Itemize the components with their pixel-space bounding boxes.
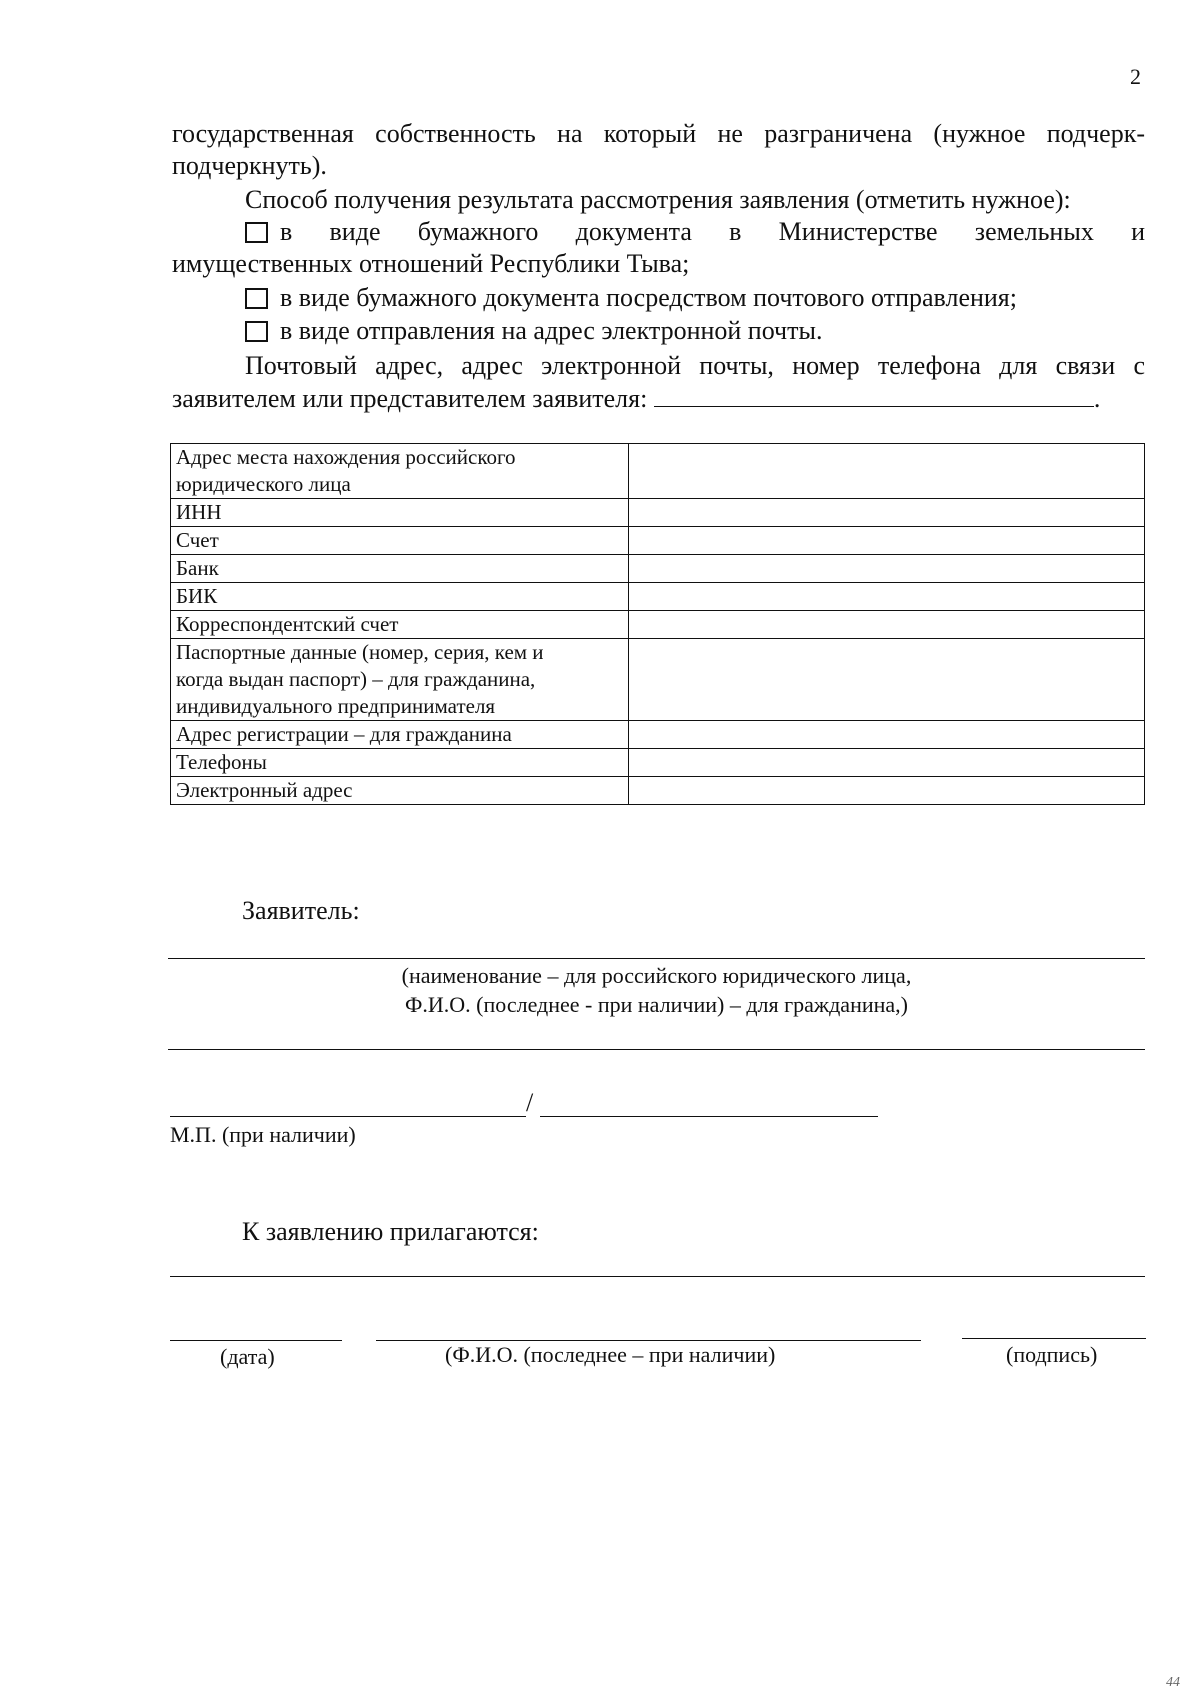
table-label-line: Корреспондентский счет [176,612,399,636]
contact-line-2 [172,382,1100,415]
contact-line-2-end: . [1093,384,1101,413]
contact-line-1-word: для [999,351,1038,380]
contact-line-1-word: номер [792,351,860,380]
table-value-cell[interactable] [629,639,1145,721]
table-row [171,444,1145,499]
contact-line-1-word: Почтовый [245,351,357,380]
table-label-cell [171,583,629,611]
sign-caption: (подпись) [1006,1342,1098,1367]
table-value-cell[interactable] [629,527,1145,555]
table-label-cell [171,777,629,805]
table-label-line: Телефоны [176,750,267,774]
contact-line-1-word: почты, [699,351,774,380]
delivery-option-1-word: Министерстве [778,217,938,246]
contact-line-1-word: адрес, [375,351,444,380]
delivery-option-1 [245,216,1145,248]
table-value-cell[interactable] [629,749,1145,777]
delivery-option-1-word: в [280,217,293,246]
table-label-cell [171,555,629,583]
delivery-option-1-word: в [729,217,742,246]
delivery-option-3 [245,315,822,347]
delivery-option-2 [245,282,1017,314]
delivery-option-3-text: в виде отправления на адрес электронной почты. [280,316,823,345]
attachments-label: К заявлению прилагаются: [242,1217,539,1246]
table-label-cell [171,444,629,499]
corner-mark: 44 [1166,1675,1180,1690]
delivery-option-1-word: бумажного [417,217,539,246]
table-label-line: Адрес регистрации – для гражданина [176,722,512,746]
checkbox-paper-ministry[interactable] [245,222,268,243]
table-row [171,499,1145,527]
table-value-cell[interactable] [629,444,1145,499]
table-label-line: юридического лица [176,472,351,496]
contact-line-1-word: электронной [541,351,682,380]
stamp-label: М.П. (при наличии) [170,1122,356,1147]
table-label-line: ИНН [176,500,222,524]
table-value-cell[interactable] [629,499,1145,527]
table-label-cell [171,499,629,527]
contact-line-1-word: связи [1055,351,1116,380]
table-label-cell [171,639,629,721]
date-line[interactable] [170,1340,342,1341]
contact-line-2-text: заявителем или представителем заявителя: [172,384,648,413]
page-number: 2 [1130,64,1141,89]
contact-blank[interactable] [654,382,1094,407]
table-label-line: индивидуального предпринимателя [176,694,496,718]
slash: / [526,1088,534,1117]
table-value-cell[interactable] [629,721,1145,749]
table-label-line: Электронный адрес [176,778,353,802]
checkbox-email[interactable] [245,321,268,342]
table-label-line: Счет [176,528,219,552]
requisites-table [170,443,1145,805]
table-label-cell [171,749,629,777]
fio-caption: (Ф.И.О. (последнее – при наличии) [445,1342,776,1367]
table-label-cell [171,527,629,555]
contact-line-1-word: с [1133,351,1145,380]
delivery-option-1-word: документа [575,217,692,246]
delivery-option-1-word: виде [329,217,381,246]
delivery-option-1-word: земельных [974,217,1094,246]
table-label-line: БИК [176,584,218,608]
table-label-line: Адрес места нахождения российского [176,445,516,469]
table-value-cell[interactable] [629,777,1145,805]
table-label-cell [171,611,629,639]
date-caption: (дата) [220,1344,275,1369]
delivery-heading: Способ получения результата рассмотрения заявления (отметить нужное): [245,185,1071,214]
table-row [171,777,1145,805]
applicant-label: Заявитель: [242,896,360,925]
table-value-cell[interactable] [629,583,1145,611]
table-row [171,527,1145,555]
delivery-option-1-word: и [1131,217,1145,246]
table-label-line: Банк [176,556,219,580]
attachments-line[interactable] [170,1276,1145,1277]
signature-line[interactable] [540,1116,878,1117]
table-value-cell[interactable] [629,611,1145,639]
contact-line-1 [245,350,1145,382]
delivery-option-1-text [280,216,1145,248]
stamp-line[interactable] [170,1116,526,1117]
contact-line-1-word: адрес [461,351,523,380]
contact-line-1-word: телефона [877,351,981,380]
fio-line[interactable] [376,1340,921,1341]
delivery-option-1-line-2: имущественных отношений Республики Тыва; [172,249,690,278]
applicant-caption-1: (наименование – для российского юридического лица, [401,963,912,988]
table-row [171,583,1145,611]
applicant-caption-2: Ф.И.О. (последнее - при наличии) – для гражданина,) [405,992,908,1017]
delivery-option-2-text: в виде бумажного документа посредством почтового отправления; [280,283,1017,312]
table-row [171,749,1145,777]
table-label-line: когда выдан паспорт) – для гражданина, [176,667,536,691]
intro-line-2: подчеркнуть). [172,151,327,180]
checkbox-paper-post[interactable] [245,288,268,309]
table-row [171,639,1145,721]
table-label-line: Паспортные данные (номер, серия, кем и [176,640,544,664]
applicant-name-line[interactable] [168,958,1145,959]
table-row [171,721,1145,749]
table-row [171,611,1145,639]
table-row [171,555,1145,583]
applicant-name-line-2[interactable] [168,1049,1145,1050]
table-value-cell[interactable] [629,555,1145,583]
sign-line[interactable] [962,1338,1146,1339]
table-label-cell [171,721,629,749]
intro-line-1: государственная собственность на который не разграничена (нужное подчерк- [172,119,1145,148]
